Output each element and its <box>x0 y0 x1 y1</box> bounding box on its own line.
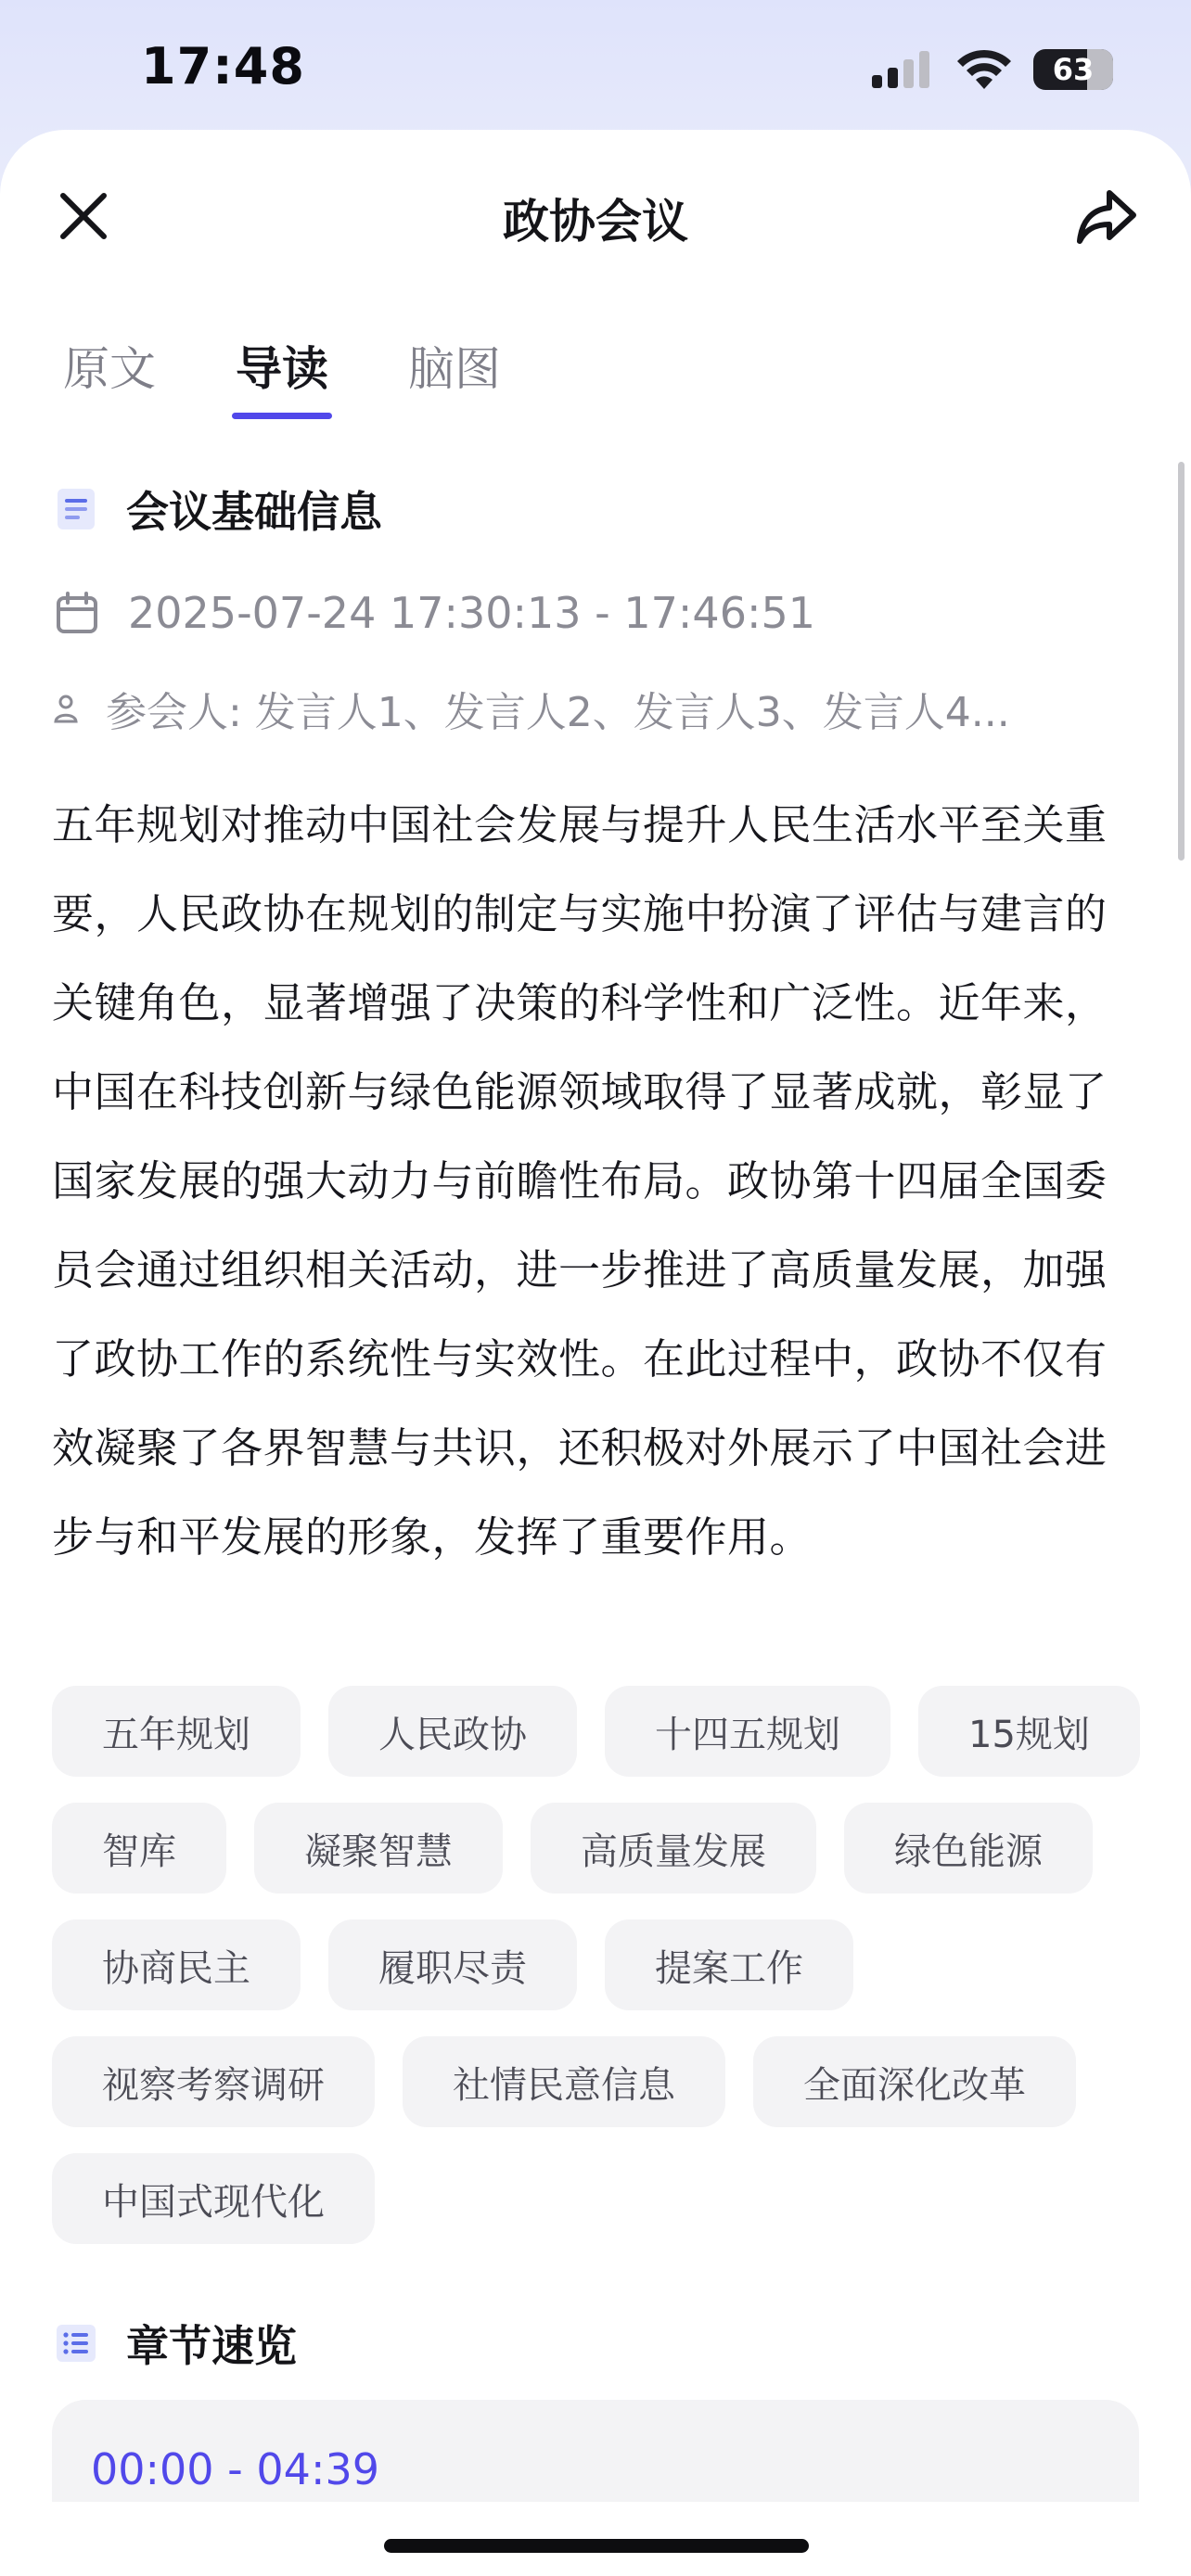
chapters-heading <box>54 2313 297 2374</box>
battery-indicator <box>1033 49 1113 90</box>
tab-mindmap[interactable]: 脑图 <box>408 342 501 396</box>
participants-row[interactable] <box>52 679 1010 738</box>
keyword-tag[interactable]: 社情民意信息 <box>403 2036 725 2127</box>
status-time: 17:48 <box>141 37 305 96</box>
keyword-tag[interactable]: 协商民主 <box>52 1919 301 2010</box>
status-icons <box>870 46 1102 93</box>
keyword-tag[interactable]: 五年规划 <box>52 1686 301 1777</box>
meeting-datetime: 2025-07-24 17:30:13 - 17:46:51 <box>128 588 815 638</box>
participants-text: 参会人: 发言人1、发言人2、发言人3、发言人4... <box>106 689 1010 736</box>
chapter-time[interactable]: 00:00 - 04:39 <box>91 2444 379 2494</box>
keyword-tag[interactable]: 15规划 <box>918 1686 1140 1777</box>
calendar-icon <box>54 590 100 636</box>
keyword-tag[interactable]: 提案工作 <box>605 1919 853 2010</box>
chapter-card[interactable] <box>52 2400 1139 2502</box>
tab-bar <box>63 332 501 419</box>
tag-row <box>52 1803 1146 1894</box>
meeting-info-title: 会议基础信息 <box>126 487 382 537</box>
cellular-signal-icon <box>870 49 935 90</box>
nav-bar <box>0 162 1191 264</box>
tag-row <box>52 2036 1146 2127</box>
list-icon <box>54 2321 98 2366</box>
wifi-icon <box>955 48 1013 91</box>
meeting-info-heading <box>54 478 382 540</box>
keyword-tag[interactable]: 人民政协 <box>328 1686 577 1777</box>
keyword-tag[interactable]: 智库 <box>52 1803 226 1894</box>
tab-guide[interactable]: 导读 <box>236 332 328 419</box>
keyword-tag[interactable]: 履职尽责 <box>328 1919 577 2010</box>
keyword-tag[interactable]: 凝聚智慧 <box>254 1803 503 1894</box>
keyword-tag[interactable]: 绿色能源 <box>844 1803 1093 1894</box>
meeting-datetime-row <box>54 588 815 638</box>
keyword-tags <box>52 1686 1146 2270</box>
tab-original[interactable]: 原文 <box>63 342 156 396</box>
document-icon <box>54 487 98 531</box>
tag-row <box>52 2153 1146 2244</box>
tag-row <box>52 1686 1146 1777</box>
page-title: 政协会议 <box>503 195 688 249</box>
keyword-tag[interactable]: 高质量发展 <box>531 1803 816 1894</box>
person-icon <box>52 685 80 732</box>
home-indicator[interactable] <box>384 2539 809 2553</box>
scrollbar[interactable] <box>1178 462 1185 861</box>
summary-text: 五年规划对推动中国社会发展与提升人民生活水平至关重要，人民政协在规划的制定与实施中扮演了评估与建言的关键角色，显著增强了决策的科学性和广泛性。近年来，中国在科技创新与绿色能源领域取得了显著成就，彰显了国家发展的强大动力与前瞻性布局。政协第十四届全国委员会通过组织相关活动，进一步推进了高质量发展，加强了政协工作的系统性与实效性。在此过程中，政协不仅有效凝聚了各界智慧与共识，还积极对外展示了中国社会进步与和平发展的形象，发挥了重要作用。 <box>52 800 1108 1562</box>
keyword-tag[interactable]: 中国式现代化 <box>52 2153 375 2244</box>
keyword-tag[interactable]: 十四五规划 <box>605 1686 890 1777</box>
battery-level: 63 <box>1052 52 1095 87</box>
keyword-tag[interactable]: 视察考察调研 <box>52 2036 375 2127</box>
chapters-title: 章节速览 <box>126 2321 297 2371</box>
keyword-tag[interactable]: 全面深化改革 <box>753 2036 1076 2127</box>
tag-row <box>52 1919 1146 2010</box>
share-icon <box>1074 187 1139 247</box>
share-button[interactable] <box>1067 177 1146 257</box>
